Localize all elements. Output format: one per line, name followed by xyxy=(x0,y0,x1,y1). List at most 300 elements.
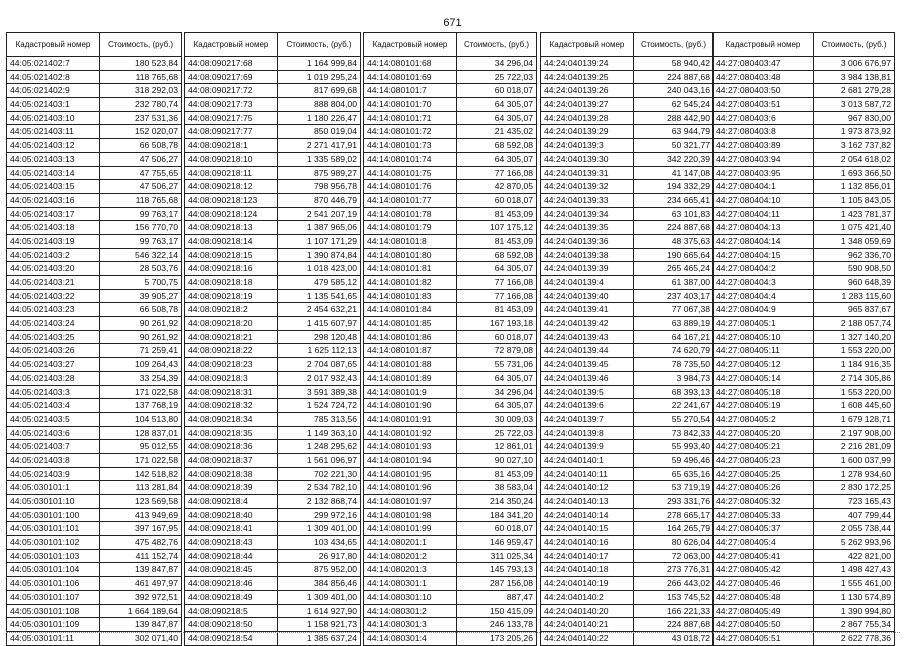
table-row xyxy=(7,549,182,563)
cadastral-number-cell: 44:24:040140:21 xyxy=(541,618,634,632)
cost-cell: 1 335 589,02 xyxy=(278,152,361,166)
cadastral-number-cell: 44:08:090218:35 xyxy=(185,426,278,440)
table-row xyxy=(364,604,537,618)
cost-cell: 278 665,17 xyxy=(634,508,714,522)
table-row xyxy=(364,440,537,454)
table-row xyxy=(541,139,714,153)
cost-cell: 113 281,84 xyxy=(100,481,182,495)
table-row xyxy=(541,453,714,467)
table-row xyxy=(7,303,182,317)
cost-cell: 1 158 921,73 xyxy=(278,618,361,632)
cadastral-number-cell: 44:05:021403:25 xyxy=(7,330,100,344)
cadastral-number-cell: 44:27:080403:94 xyxy=(713,152,814,166)
cadastral-number-cell: 44:24:040140:15 xyxy=(541,522,634,536)
cost-cell: 1 132 856,01 xyxy=(814,180,895,194)
cost-cell: 1 553 220,00 xyxy=(814,344,895,358)
cost-cell: 475 482,76 xyxy=(100,536,182,550)
cost-cell: 72 879,08 xyxy=(457,344,537,358)
cost-cell: 68 592,08 xyxy=(457,139,537,153)
cost-cell: 1 278 934,60 xyxy=(814,467,895,481)
cost-cell: 2 704 087,65 xyxy=(278,358,361,372)
table-row xyxy=(364,70,537,84)
table-row xyxy=(541,166,714,180)
cadastral-number-cell: 44:27:080403:95 xyxy=(713,166,814,180)
cost-cell: 68 592,08 xyxy=(457,248,537,262)
header-cost: Стоимость, (руб.) xyxy=(278,33,361,57)
table-row xyxy=(713,426,895,440)
cost-cell: 302 071,40 xyxy=(100,631,182,645)
cost-cell: 60 018,07 xyxy=(457,193,537,207)
cost-cell: 960 648,39 xyxy=(814,276,895,290)
cost-cell: 3 013 587,72 xyxy=(814,98,895,112)
table-row xyxy=(7,467,182,481)
table-row xyxy=(541,618,714,632)
cost-cell: 73 842,33 xyxy=(634,426,714,440)
cadastral-number-cell: 44:27:080405:2 xyxy=(713,412,814,426)
cadastral-number-cell: 44:27:080404:1 xyxy=(713,180,814,194)
table-row xyxy=(364,590,537,604)
table-row xyxy=(185,57,361,71)
cadastral-number-cell: 44:24:040139:26 xyxy=(541,84,634,98)
cadastral-number-cell: 44:24:040139:3 xyxy=(541,139,634,153)
cadastral-number-cell: 44:08:090218:4 xyxy=(185,495,278,509)
table-row xyxy=(185,139,361,153)
cost-cell: 1 390 874,84 xyxy=(278,248,361,262)
table-row xyxy=(185,536,361,550)
cadastral-number-cell: 44:24:040140:17 xyxy=(541,549,634,563)
cadastral-number-cell: 44:14:080101:73 xyxy=(364,139,457,153)
table-row xyxy=(7,125,182,139)
table-row xyxy=(185,522,361,536)
cost-cell: 33 254,39 xyxy=(100,371,182,385)
table-row xyxy=(185,70,361,84)
cadastral-number-cell: 44:14:080101:90 xyxy=(364,399,457,413)
cadastral-number-cell: 44:05:030101:104 xyxy=(7,563,100,577)
cost-cell: 1 679 128,71 xyxy=(814,412,895,426)
table-row xyxy=(185,248,361,262)
cadastral-number-cell: 44:27:080405:10 xyxy=(713,330,814,344)
table-row xyxy=(7,426,182,440)
cadastral-number-cell: 44:27:080405:51 xyxy=(713,631,814,645)
cadastral-number-cell: 44:27:080405:21 xyxy=(713,440,814,454)
cost-cell: 1 105 843,05 xyxy=(814,193,895,207)
table-row xyxy=(541,563,714,577)
cost-cell: 461 497,97 xyxy=(100,577,182,591)
cost-cell: 30 009,03 xyxy=(457,412,537,426)
table-row xyxy=(364,207,537,221)
cost-cell: 411 152,74 xyxy=(100,549,182,563)
cadastral-number-cell: 44:27:080404:15 xyxy=(713,248,814,262)
cost-cell: 80 626,04 xyxy=(634,536,714,550)
cost-cell: 2 622 778,36 xyxy=(814,631,895,645)
cadastral-number-cell: 44:24:040139:29 xyxy=(541,125,634,139)
cost-cell: 104 513,80 xyxy=(100,412,182,426)
table-row xyxy=(7,330,182,344)
table-row xyxy=(364,522,537,536)
cadastral-number-cell: 44:08:090218:123 xyxy=(185,193,278,207)
table-row xyxy=(7,289,182,303)
cost-cell: 266 443,02 xyxy=(634,577,714,591)
table-row xyxy=(7,139,182,153)
table-row xyxy=(541,98,714,112)
table-row xyxy=(7,152,182,166)
table-row xyxy=(541,84,714,98)
cadastral-number-cell: 44:14:080101:68 xyxy=(364,57,457,71)
cadastral-number-cell: 44:24:040139:6 xyxy=(541,399,634,413)
table-header-row xyxy=(713,33,895,57)
table-row xyxy=(185,508,361,522)
table-row xyxy=(713,563,895,577)
cost-cell: 62 545,24 xyxy=(634,98,714,112)
table-row xyxy=(541,481,714,495)
cost-cell: 1 608 445,60 xyxy=(814,399,895,413)
table-row xyxy=(7,57,182,71)
table-row xyxy=(541,125,714,139)
table-row xyxy=(713,631,895,645)
table-row xyxy=(364,125,537,139)
table-row xyxy=(364,631,537,645)
cost-cell: 962 336,70 xyxy=(814,248,895,262)
table-row xyxy=(185,289,361,303)
cadastral-number-cell: 44:08:090218:20 xyxy=(185,317,278,331)
cadastral-number-cell: 44:27:080404:2 xyxy=(713,262,814,276)
cost-cell: 224 887,68 xyxy=(634,618,714,632)
cost-cell: 1 625 112,13 xyxy=(278,344,361,358)
cost-cell: 184 341,20 xyxy=(457,508,537,522)
table-row xyxy=(541,276,714,290)
cost-cell: 234 665,41 xyxy=(634,193,714,207)
cost-cell: 55 731,06 xyxy=(457,358,537,372)
cadastral-number-cell: 44:05:030101:10 xyxy=(7,495,100,509)
cadastral-number-cell: 44:27:080405:50 xyxy=(713,618,814,632)
table-row xyxy=(7,262,182,276)
cadastral-number-cell: 44:24:040139:44 xyxy=(541,344,634,358)
table-row xyxy=(364,303,537,317)
cadastral-number-cell: 44:05:030101:11 xyxy=(7,631,100,645)
table-row xyxy=(541,522,714,536)
cadastral-number-cell: 44:14:080101:69 xyxy=(364,70,457,84)
cost-cell: 875 989,27 xyxy=(278,166,361,180)
cadastral-number-cell: 44:08:090218:23 xyxy=(185,358,278,372)
table-row xyxy=(185,317,361,331)
cadastral-number-cell: 44:05:021402:8 xyxy=(7,70,100,84)
cadastral-number-cell: 44:27:080405:14 xyxy=(713,371,814,385)
cost-cell: 99 763,17 xyxy=(100,207,182,221)
table-row xyxy=(364,358,537,372)
cadastral-number-cell: 44:14:080101:77 xyxy=(364,193,457,207)
table-row xyxy=(7,385,182,399)
cadastral-number-cell: 44:05:021403:6 xyxy=(7,426,100,440)
cost-cell: 150 415,09 xyxy=(457,604,537,618)
cost-cell: 2 054 618,02 xyxy=(814,152,895,166)
cadastral-number-cell: 44:14:080101:7 xyxy=(364,84,457,98)
cadastral-number-cell: 44:05:030101:106 xyxy=(7,577,100,591)
cost-cell: 55 270,54 xyxy=(634,412,714,426)
cost-cell: 3 162 737,82 xyxy=(814,139,895,153)
cost-cell: 2 534 782,10 xyxy=(278,481,361,495)
cadastral-number-cell: 44:08:090217:69 xyxy=(185,70,278,84)
cost-cell: 190 665,64 xyxy=(634,248,714,262)
cost-cell: 64 167,21 xyxy=(634,330,714,344)
cadastral-number-cell: 44:08:090218:18 xyxy=(185,276,278,290)
cost-cell: 224 887,68 xyxy=(634,70,714,84)
cadastral-number-cell: 44:24:040139:9 xyxy=(541,440,634,454)
table-row xyxy=(713,262,895,276)
table-row xyxy=(541,590,714,604)
table-row xyxy=(713,604,895,618)
cost-cell: 2 867 755,34 xyxy=(814,618,895,632)
cadastral-number-cell: 44:14:080101:86 xyxy=(364,330,457,344)
cost-cell: 1 018 423,00 xyxy=(278,262,361,276)
cadastral-number-cell: 44:05:021403:7 xyxy=(7,440,100,454)
table-row xyxy=(364,152,537,166)
table-row xyxy=(7,371,182,385)
cost-cell: 58 940,42 xyxy=(634,57,714,71)
cadastral-number-cell: 44:27:080405:41 xyxy=(713,549,814,563)
cost-cell: 590 908,50 xyxy=(814,262,895,276)
table-row xyxy=(713,536,895,550)
cadastral-number-cell: 44:24:040139:35 xyxy=(541,221,634,235)
cost-cell: 81 453,09 xyxy=(457,303,537,317)
cadastral-number-cell: 44:14:080201:2 xyxy=(364,549,457,563)
table-row xyxy=(7,399,182,413)
table-row xyxy=(364,317,537,331)
cadastral-number-cell: 44:05:021403:2 xyxy=(7,248,100,262)
table-row xyxy=(541,467,714,481)
cadastral-number-cell: 44:24:040140:14 xyxy=(541,508,634,522)
cadastral-number-cell: 44:05:021403:14 xyxy=(7,166,100,180)
cadastral-number-cell: 44:05:021402:7 xyxy=(7,57,100,71)
cost-cell: 137 768,19 xyxy=(100,399,182,413)
cadastral-number-cell: 44:24:040140:1 xyxy=(541,453,634,467)
table-row xyxy=(364,57,537,71)
cost-cell: 2 197 908,00 xyxy=(814,426,895,440)
cost-cell: 42 870,05 xyxy=(457,180,537,194)
cost-cell: 413 949,69 xyxy=(100,508,182,522)
table-row xyxy=(713,508,895,522)
cost-cell: 48 375,63 xyxy=(634,234,714,248)
cost-cell: 850 019,04 xyxy=(278,125,361,139)
cost-cell: 224 887,68 xyxy=(634,221,714,235)
cost-cell: 817 699,68 xyxy=(278,84,361,98)
cadastral-number-cell: 44:14:080101:85 xyxy=(364,317,457,331)
table-row xyxy=(364,262,537,276)
cadastral-number-cell: 44:05:021403:3 xyxy=(7,385,100,399)
table-row xyxy=(7,344,182,358)
cadastral-number-cell: 44:27:080405:12 xyxy=(713,358,814,372)
cost-cell: 38 583,04 xyxy=(457,481,537,495)
cadastral-number-cell: 44:05:021403:18 xyxy=(7,221,100,235)
cost-cell: 12 861,01 xyxy=(457,440,537,454)
cost-cell: 77 166,08 xyxy=(457,276,537,290)
cost-cell: 41 147,08 xyxy=(634,166,714,180)
cost-cell: 1 423 781,37 xyxy=(814,207,895,221)
cadastral-number-cell: 44:27:080405:1 xyxy=(713,317,814,331)
table-row xyxy=(364,139,537,153)
cost-cell: 90 261,92 xyxy=(100,330,182,344)
cost-cell: 1 614 927,90 xyxy=(278,604,361,618)
header-cost: Стоимость, (руб.) xyxy=(634,33,714,57)
cost-cell: 546 322,14 xyxy=(100,248,182,262)
header-cost: Стоимость, (руб.) xyxy=(457,33,537,57)
table-row xyxy=(185,84,361,98)
cadastral-number-cell: 44:24:040140:18 xyxy=(541,563,634,577)
cost-cell: 2 830 172,25 xyxy=(814,481,895,495)
table-row xyxy=(713,549,895,563)
cadastral-number-cell: 44:05:021403:17 xyxy=(7,207,100,221)
cadastral-number-cell: 44:05:021403:12 xyxy=(7,139,100,153)
cost-cell: 3 591 389,38 xyxy=(278,385,361,399)
table-row xyxy=(364,111,537,125)
table-row xyxy=(713,412,895,426)
cost-cell: 1 524 724,72 xyxy=(278,399,361,413)
table-row xyxy=(185,98,361,112)
cadastral-number-cell: 44:24:040139:40 xyxy=(541,289,634,303)
cadastral-number-cell: 44:24:040139:34 xyxy=(541,207,634,221)
cadastre-table-2 xyxy=(184,32,361,646)
cost-cell: 63 889,19 xyxy=(634,317,714,331)
cadastral-number-cell: 44:24:040140:13 xyxy=(541,495,634,509)
cadastral-number-cell: 44:14:080101:75 xyxy=(364,166,457,180)
cost-cell: 318 292,03 xyxy=(100,84,182,98)
table-row xyxy=(713,317,895,331)
table-row xyxy=(364,289,537,303)
cost-cell: 342 220,39 xyxy=(634,152,714,166)
cost-cell: 64 305,07 xyxy=(457,111,537,125)
table-row xyxy=(713,276,895,290)
cost-cell: 63 101,83 xyxy=(634,207,714,221)
cost-cell: 123 569,58 xyxy=(100,495,182,509)
cost-cell: 887,47 xyxy=(457,590,537,604)
cadastral-number-cell: 44:27:080405:33 xyxy=(713,508,814,522)
table-row xyxy=(713,399,895,413)
cadastral-number-cell: 44:05:021403:13 xyxy=(7,152,100,166)
cadastral-number-cell: 44:08:090218:54 xyxy=(185,631,278,645)
cost-cell: 1 248 295,62 xyxy=(278,440,361,454)
table-row xyxy=(713,330,895,344)
cadastre-table-3 xyxy=(363,32,537,646)
cadastral-number-cell: 44:05:030101:102 xyxy=(7,536,100,550)
table-row xyxy=(541,495,714,509)
cost-cell: 392 972,51 xyxy=(100,590,182,604)
table-row xyxy=(541,317,714,331)
table-row xyxy=(7,358,182,372)
cadastral-number-cell: 44:24:040140:12 xyxy=(541,481,634,495)
table-row xyxy=(541,152,714,166)
table-row xyxy=(185,152,361,166)
cadastral-number-cell: 44:05:021403:5 xyxy=(7,412,100,426)
cost-cell: 64 305,07 xyxy=(457,399,537,413)
cadastral-number-cell: 44:27:080405:42 xyxy=(713,563,814,577)
table-row xyxy=(364,481,537,495)
cost-cell: 1 498 427,43 xyxy=(814,563,895,577)
cost-cell: 1 135 541,65 xyxy=(278,289,361,303)
table-row xyxy=(7,577,182,591)
table-row xyxy=(364,193,537,207)
cost-cell: 90 261,92 xyxy=(100,317,182,331)
table-row xyxy=(185,467,361,481)
table-row xyxy=(713,358,895,372)
cost-cell: 81 453,09 xyxy=(457,467,537,481)
cost-cell: 384 856,46 xyxy=(278,577,361,591)
cost-cell: 870 446,79 xyxy=(278,193,361,207)
cost-cell: 1 600 037,99 xyxy=(814,453,895,467)
cadastral-number-cell: 44:08:090218:31 xyxy=(185,385,278,399)
table-row xyxy=(7,618,182,632)
cost-cell: 71 259,41 xyxy=(100,344,182,358)
cost-cell: 180 523,84 xyxy=(100,57,182,71)
cadastral-number-cell: 44:24:040139:7 xyxy=(541,412,634,426)
cost-cell: 22 241,67 xyxy=(634,399,714,413)
cadastral-number-cell: 44:08:090218:13 xyxy=(185,221,278,235)
table-header-row xyxy=(364,33,537,57)
cost-cell: 59 496,46 xyxy=(634,453,714,467)
cadastral-number-cell: 44:27:080403:51 xyxy=(713,98,814,112)
cost-cell: 298 120,48 xyxy=(278,330,361,344)
cadastral-number-cell: 44:27:080405:11 xyxy=(713,344,814,358)
header-cadastral-number: Кадастровый номер xyxy=(713,33,814,57)
cadastral-number-cell: 44:27:080404:11 xyxy=(713,207,814,221)
table-row xyxy=(541,344,714,358)
cost-cell: 2 216 281,09 xyxy=(814,440,895,454)
cadastral-number-cell: 44:08:090218:38 xyxy=(185,467,278,481)
table-header-row xyxy=(185,33,361,57)
table-row xyxy=(713,453,895,467)
table-row xyxy=(364,234,537,248)
table-row xyxy=(364,453,537,467)
cost-cell: 145 793,13 xyxy=(457,563,537,577)
table-row xyxy=(541,371,714,385)
cost-cell: 139 847,87 xyxy=(100,618,182,632)
cost-cell: 47 755,65 xyxy=(100,166,182,180)
cadastral-number-cell: 44:05:021403:19 xyxy=(7,234,100,248)
cadastral-number-cell: 44:08:090217:68 xyxy=(185,57,278,71)
table-row xyxy=(713,577,895,591)
cadastral-number-cell: 44:24:040140:20 xyxy=(541,604,634,618)
cadastral-number-cell: 44:27:080404:14 xyxy=(713,234,814,248)
table-row xyxy=(7,248,182,262)
cost-cell: 61 387,00 xyxy=(634,276,714,290)
cadastral-number-cell: 44:05:030101:101 xyxy=(7,522,100,536)
table-row xyxy=(7,536,182,550)
table-row xyxy=(713,234,895,248)
cost-cell: 1 387 965,06 xyxy=(278,221,361,235)
cost-cell: 1 553 220,00 xyxy=(814,385,895,399)
cost-cell: 1 555 461,00 xyxy=(814,577,895,591)
table-row xyxy=(364,495,537,509)
cost-cell: 2 188 057,74 xyxy=(814,317,895,331)
cost-cell: 50 321,77 xyxy=(634,139,714,153)
cadastral-number-cell: 44:27:080405:49 xyxy=(713,604,814,618)
cost-cell: 55 993,40 xyxy=(634,440,714,454)
cadastral-number-cell: 44:14:080101:82 xyxy=(364,276,457,290)
table-row xyxy=(713,125,895,139)
table-row xyxy=(364,98,537,112)
cost-cell: 240 043,16 xyxy=(634,84,714,98)
table-row xyxy=(541,234,714,248)
cost-cell: 47 506,27 xyxy=(100,180,182,194)
cost-cell: 60 018,07 xyxy=(457,522,537,536)
cost-cell: 1 327 140,20 xyxy=(814,330,895,344)
cost-cell: 171 022,58 xyxy=(100,453,182,467)
cadastral-number-cell: 44:24:040139:5 xyxy=(541,385,634,399)
cadastral-number-cell: 44:08:090218:41 xyxy=(185,522,278,536)
table-row xyxy=(541,358,714,372)
cost-cell: 965 837,67 xyxy=(814,303,895,317)
table-row xyxy=(185,234,361,248)
table-row xyxy=(713,166,895,180)
table-row xyxy=(185,166,361,180)
